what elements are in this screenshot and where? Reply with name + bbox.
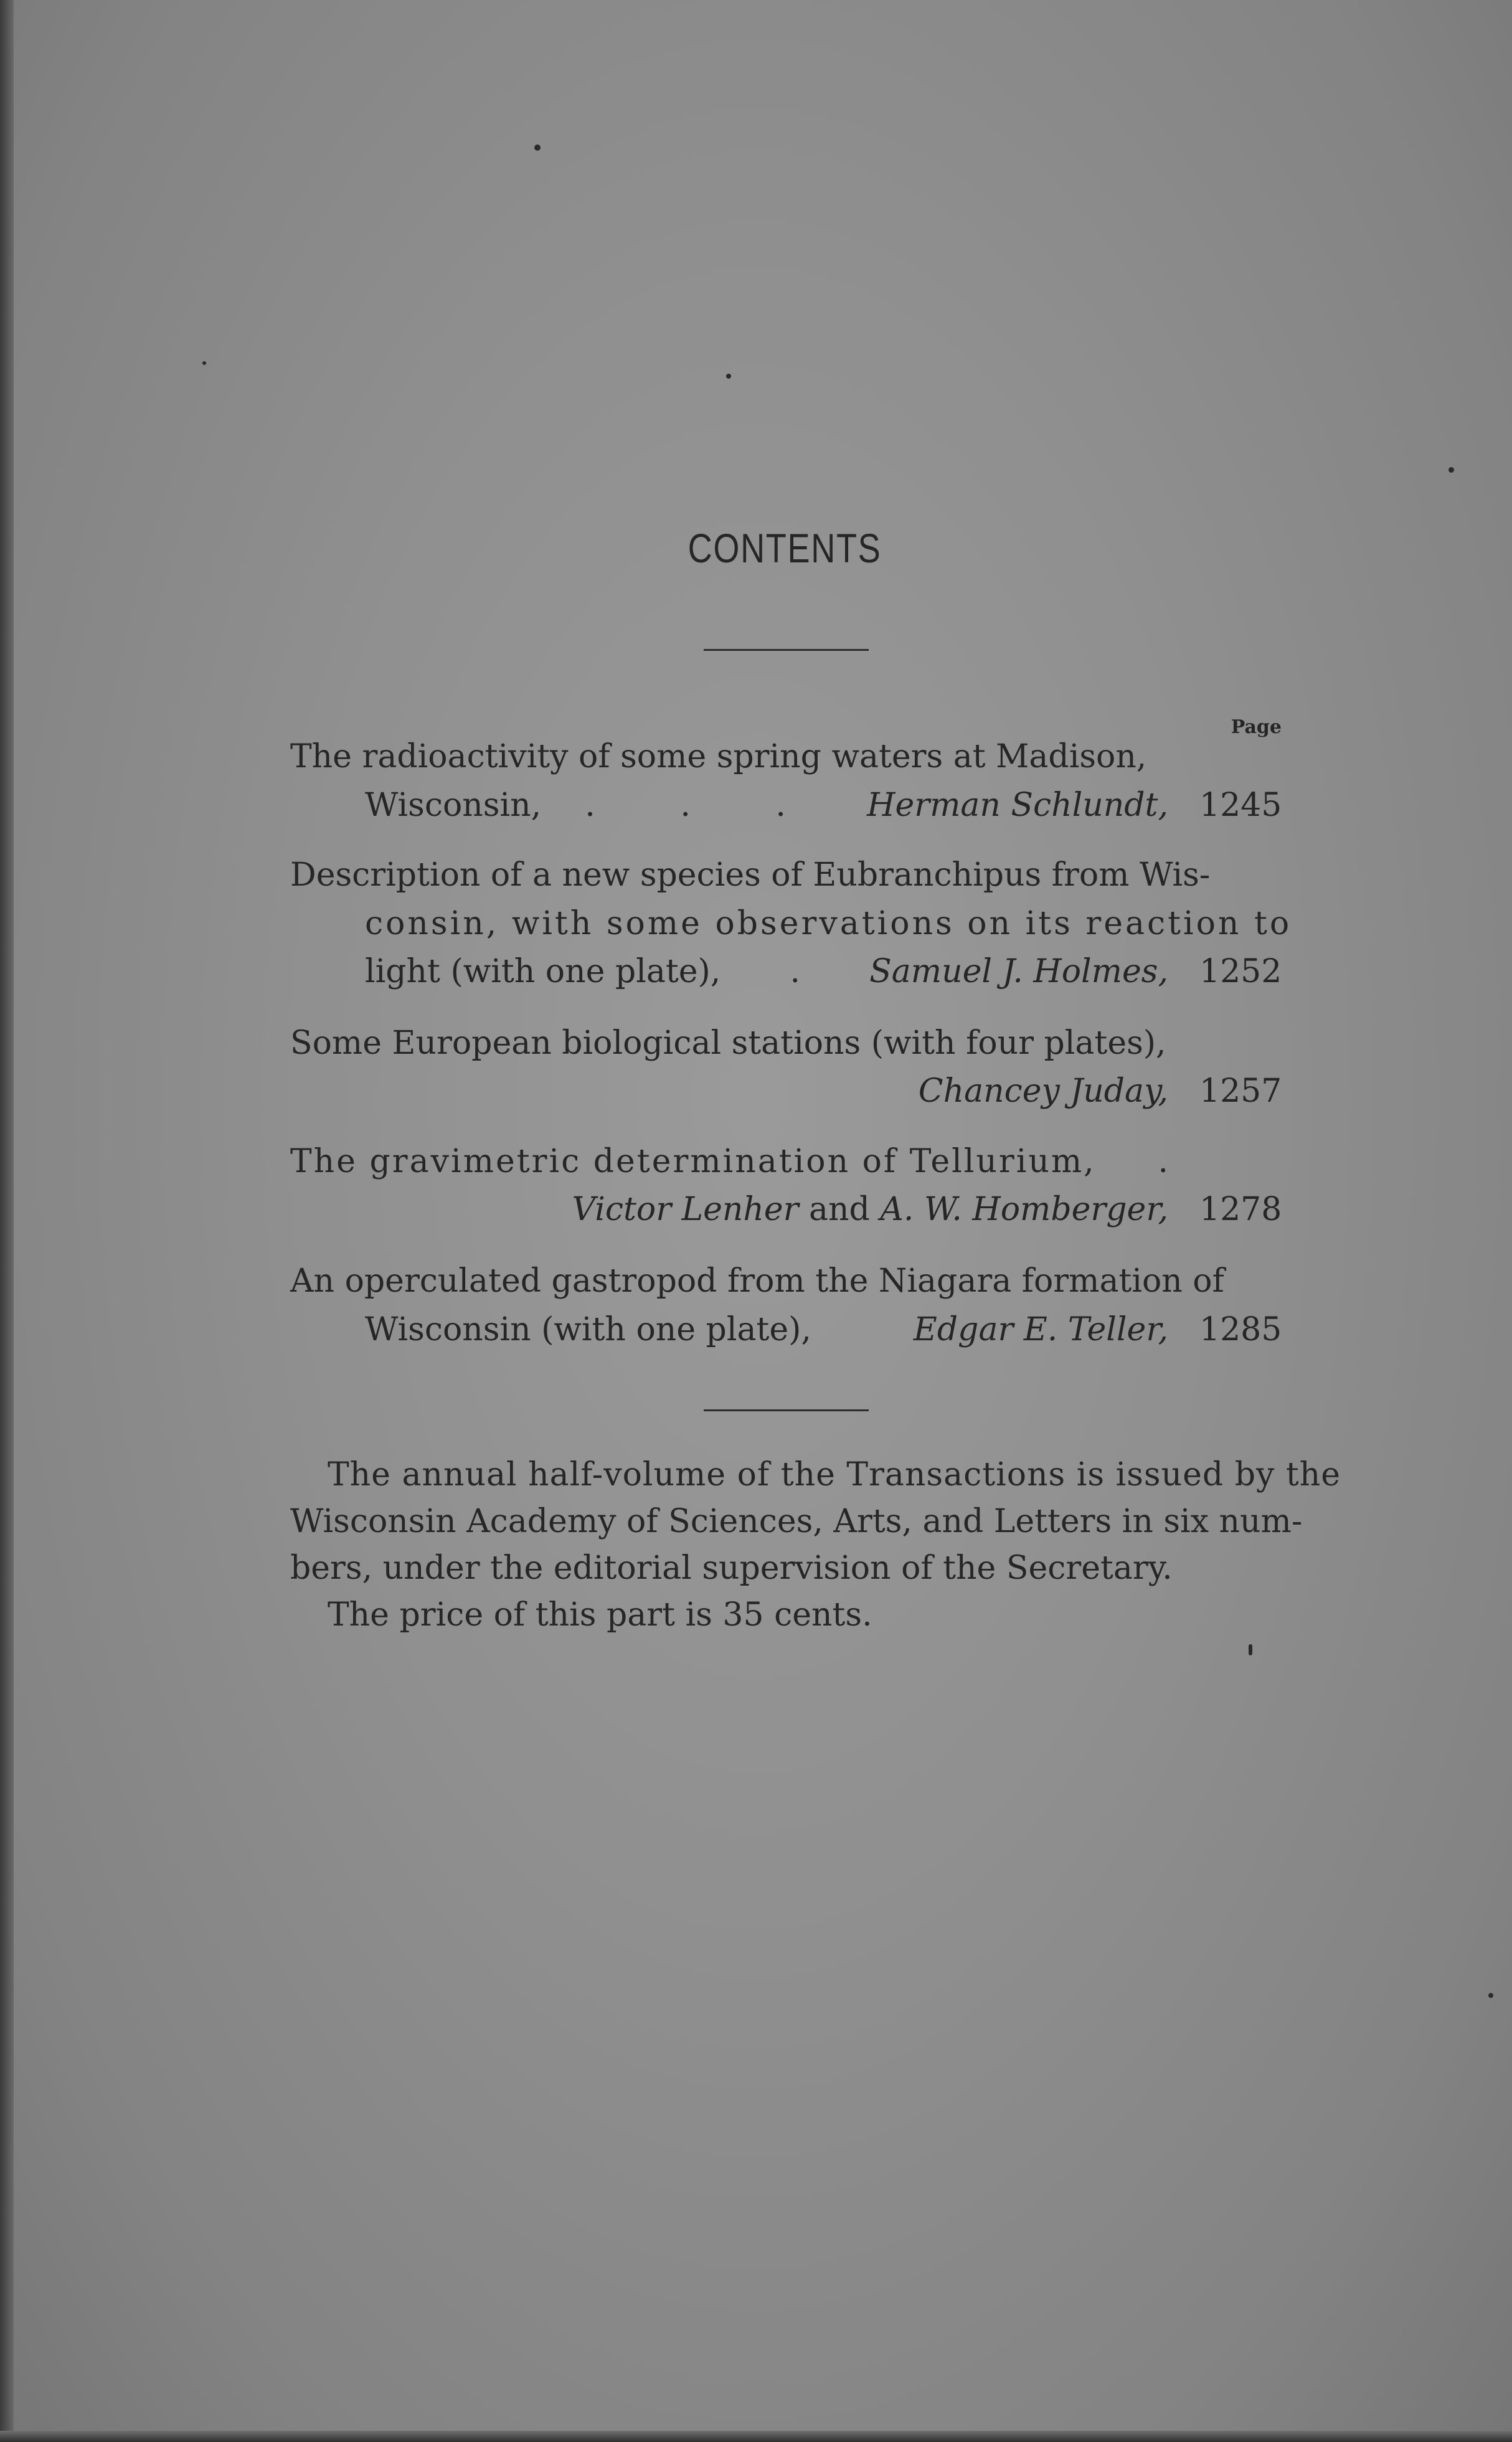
toc-entry-3-line-2 xyxy=(290,1072,1168,1110)
paper-speck xyxy=(1249,1644,1252,1655)
toc-entry-2-page: 1252 xyxy=(1199,953,1282,990)
toc-entry-4-author-b: A. W. Homberger, xyxy=(880,1191,1168,1228)
leader-dots: . . . xyxy=(585,787,823,824)
toc-entry-4-line-1 xyxy=(290,1143,1168,1180)
toc-entry-5-line-1 xyxy=(290,1262,1224,1300)
toc-entry-2-title-cont-2: light (with one plate), xyxy=(365,953,721,990)
price-line: The price of this part is 35 cents. xyxy=(328,1596,872,1634)
page-left-edge xyxy=(0,0,14,2442)
toc-entry-1-title: The radioactivity of some spring waters at Madison, xyxy=(290,738,1147,775)
toc-entry-1-page: 1245 xyxy=(1199,787,1282,824)
paper-speck xyxy=(1488,1993,1493,1998)
leader-dot: . xyxy=(1158,1143,1168,1180)
toc-entry-2-line-3 xyxy=(365,953,1168,990)
toc-entry-1-author: Herman Schlundt, xyxy=(867,787,1168,824)
title-rule xyxy=(704,649,869,651)
toc-entry-4-page: 1278 xyxy=(1199,1191,1282,1228)
page-column-label: Page xyxy=(1231,716,1282,738)
toc-entry-1-title-cont: Wisconsin, xyxy=(365,787,542,824)
page-title: CONTENTS xyxy=(687,525,882,571)
toc-entry-5-page: 1285 xyxy=(1199,1311,1282,1348)
toc-entry-2-title-cont: consin, with some observations on its reaction to xyxy=(365,905,1292,942)
toc-entry-2-author: Samuel J. Holmes, xyxy=(869,953,1168,990)
toc-entry-3-line-1 xyxy=(290,1025,1168,1062)
toc-entry-1-line-1 xyxy=(290,738,1168,775)
page-bottom-edge xyxy=(0,2431,1512,2442)
toc-entry-3-title: Some European biological stations (with four plates), xyxy=(290,1025,1166,1062)
paper-speck xyxy=(202,361,206,365)
toc-entry-1-line-2 xyxy=(365,787,1168,824)
toc-entry-5-line-2 xyxy=(365,1311,1168,1348)
toc-entry-2-line-1 xyxy=(290,856,1211,894)
section-rule xyxy=(704,1409,869,1411)
toc-entry-2-title: Description of a new species of Eubranchipus from Wis- xyxy=(290,856,1211,894)
toc-entry-3-author: Chancey Juday, xyxy=(918,1072,1168,1110)
toc-entry-4-title: The gravimetric determination of Tellurium, xyxy=(290,1143,1096,1180)
toc-entry-3-page: 1257 xyxy=(1199,1072,1282,1110)
paper-speck xyxy=(726,374,731,379)
toc-entry-5-author: Edgar E. Teller, xyxy=(913,1311,1168,1348)
paper-speck xyxy=(1448,467,1454,473)
toc-entry-5-title: An operculated gastropod from the Niagara formation of xyxy=(290,1262,1224,1300)
toc-entry-5-title-cont: Wisconsin (with one plate), xyxy=(365,1311,811,1348)
note-line-1: The annual half-volume of the Transactions is issued by the xyxy=(328,1456,1341,1493)
toc-entry-2-line-2 xyxy=(365,905,1292,942)
note-line-3: bers, under the editorial supervision of the Secretary. xyxy=(290,1550,1173,1587)
paper-speck xyxy=(534,144,541,151)
toc-entry-4-author-a: Victor Lenher xyxy=(572,1191,799,1228)
leader-dots: . xyxy=(790,953,801,990)
toc-entry-4-author-and: and xyxy=(809,1191,870,1228)
note-line-2: Wisconsin Academy of Sciences, Arts, and Letters in six num- xyxy=(290,1503,1303,1540)
toc-entry-4-line-2 xyxy=(290,1191,1168,1228)
